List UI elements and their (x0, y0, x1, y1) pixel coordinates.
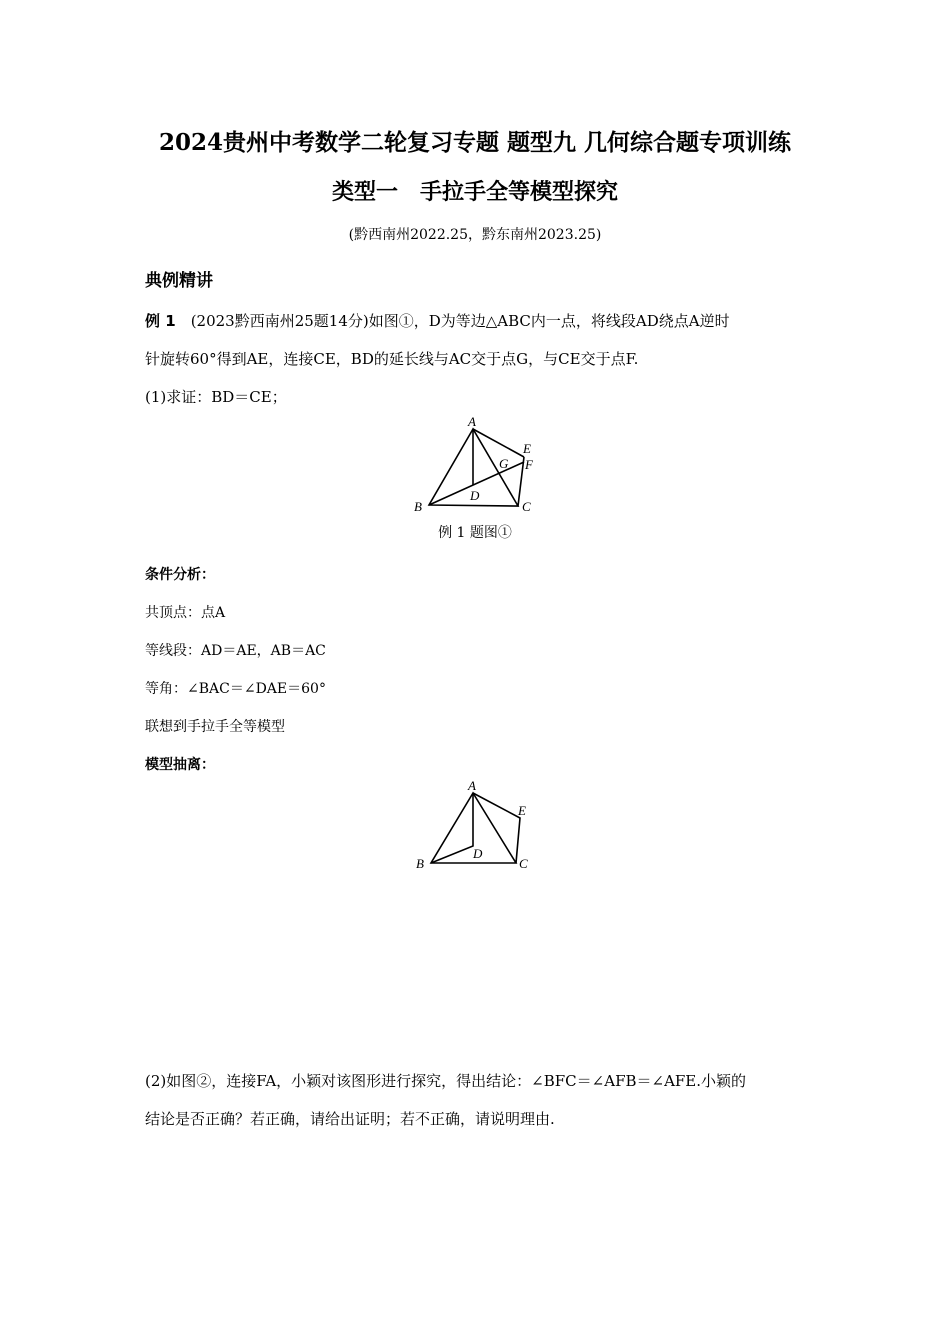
label-E: E (523, 441, 531, 456)
analysis-block (145, 556, 810, 784)
figure-1-caption: 例 1 题图① (438, 525, 512, 541)
label-C: C (522, 499, 531, 514)
example-line-2: 针旋转60°得到AE，连接CE，BD的延长线与AC交于点G，与CE交于点F. (145, 350, 639, 368)
label-F: F (525, 457, 533, 472)
section-heading: 典例精讲 (145, 271, 213, 291)
question-2-line-1: (2)如图②，连接FA，小颖对该图形进行探究，得出结论：∠BFC＝∠AFB＝∠AFE.小颖的 (145, 1072, 747, 1090)
document-subtitle: 类型一 手拉手全等模型探究 (331, 180, 618, 205)
label-D: D (470, 488, 480, 503)
label-A: A (468, 778, 476, 793)
question-2 (145, 1062, 810, 1138)
label-C: C (519, 856, 528, 871)
analysis-line: 共顶点：点A (145, 605, 226, 621)
source-note: (黔西南州2022.25，黔东南州2023.25) (348, 227, 602, 243)
analysis-heading: 条件分析： (145, 567, 215, 583)
label-E: E (518, 803, 526, 818)
figure-2-labels (416, 778, 528, 871)
question-2-line-2: 结论是否正确？若正确，请给出证明；若不正确，请说明理由. (145, 1110, 555, 1128)
label-A: A (468, 414, 476, 429)
document-title: 2024贵州中考数学二轮复习专题 题型九 几何综合题专项训练 (158, 129, 792, 156)
analysis-line: 联想到手拉手全等模型 (145, 719, 285, 735)
label-D: D (473, 846, 483, 861)
example-label: 例 1 (145, 312, 176, 330)
label-G: G (499, 456, 509, 471)
analysis-line: 等线段：AD＝AE，AB＝AC (145, 643, 326, 659)
model-heading: 模型抽离： (145, 757, 215, 773)
question-1: (1)求证：BD＝CE； (145, 388, 287, 406)
analysis-line: 等角：∠BAC＝∠DAE＝60° (145, 681, 326, 697)
example-line-1: (2023黔西南州25题14分)如图①，D为等边△ABC内一点，将线段AD绕点A逆时 (190, 312, 730, 330)
label-B: B (414, 499, 422, 514)
label-B: B (416, 856, 424, 871)
